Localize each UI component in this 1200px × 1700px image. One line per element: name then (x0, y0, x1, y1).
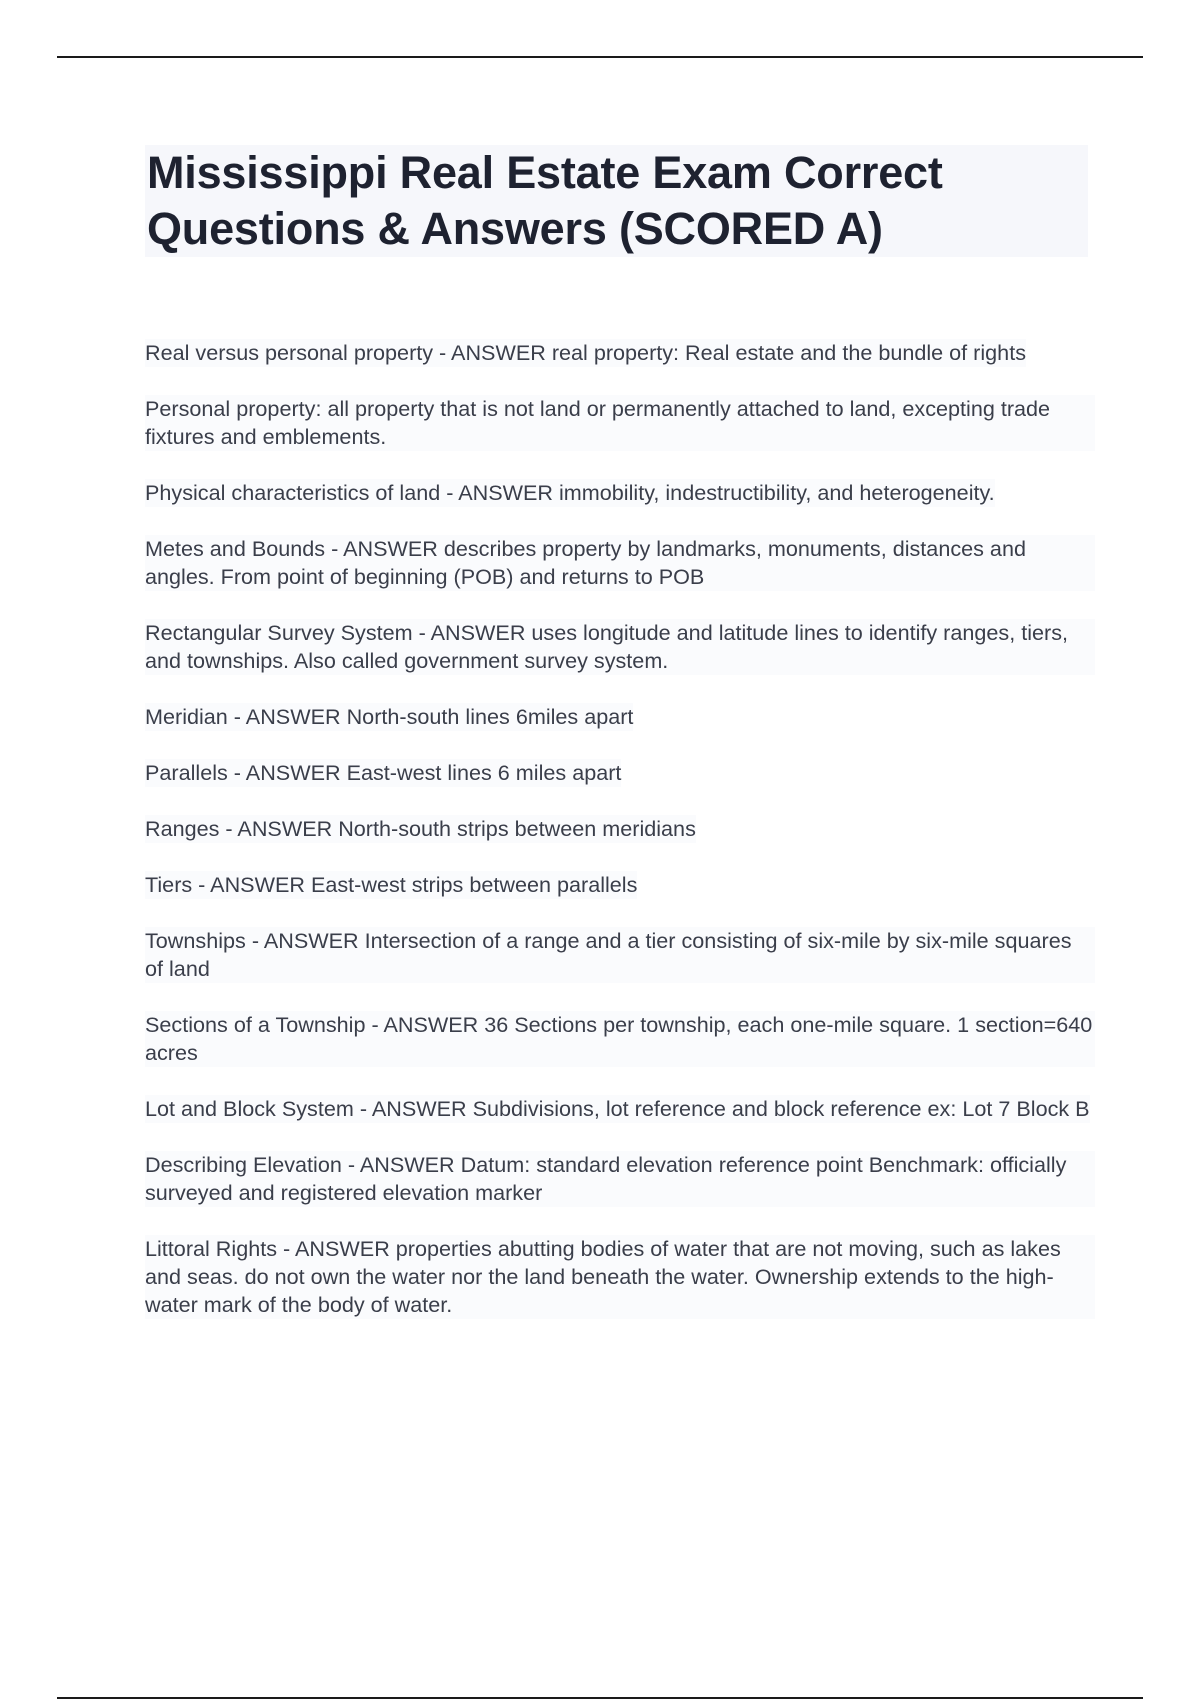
qa-list (145, 339, 1095, 1319)
qa-entry: Ranges - ANSWER North-south strips between meridians (145, 816, 696, 841)
bottom-rule (57, 1697, 1143, 1699)
qa-entry: Lot and Block System - ANSWER Subdivisions, lot reference and block reference ex: Lot 7 Block B (145, 1096, 1090, 1121)
qa-entry: Parallels - ANSWER East-west lines 6 miles apart (145, 760, 622, 785)
qa-entry: Describing Elevation - ANSWER Datum: standard elevation reference point Benchmark: officially surveyed and registered elevation marker (145, 1151, 1095, 1207)
qa-entry: Meridian - ANSWER North-south lines 6miles apart (145, 704, 634, 729)
qa-entry: Tiers - ANSWER East-west strips between parallels (145, 872, 638, 897)
page-title: Mississippi Real Estate Exam Correct Questions & Answers (SCORED A) (147, 147, 943, 254)
qa-entry: Rectangular Survey System - ANSWER uses longitude and latitude lines to identify ranges, tiers, and townships. Also called government survey system. (145, 619, 1095, 675)
title-block (145, 145, 1088, 257)
qa-entry: Personal property: all property that is not land or permanently attached to land, excepting trade fixtures and emblements. (145, 395, 1095, 451)
qa-entry: Littoral Rights - ANSWER properties abutting bodies of water that are not moving, such as lakes and seas. do not own the water nor the land beneath the water. Ownership extends to the high-water mark of the body of water. (145, 1235, 1095, 1319)
qa-entry: Physical characteristics of land - ANSWER immobility, indestructibility, and heterogeneity. (145, 480, 995, 505)
qa-entry: Metes and Bounds - ANSWER describes property by landmarks, monuments, distances and angles. From point of beginning (POB) and returns to POB (145, 535, 1095, 591)
qa-entry: Real versus personal property - ANSWER real property: Real estate and the bundle of rights (145, 340, 1026, 365)
top-rule (57, 56, 1143, 58)
qa-entry: Townships - ANSWER Intersection of a range and a tier consisting of six-mile by six-mile squares of land (145, 927, 1095, 983)
qa-entry: Sections of a Township - ANSWER 36 Sections per township, each one-mile square. 1 section=640 acres (145, 1011, 1095, 1067)
